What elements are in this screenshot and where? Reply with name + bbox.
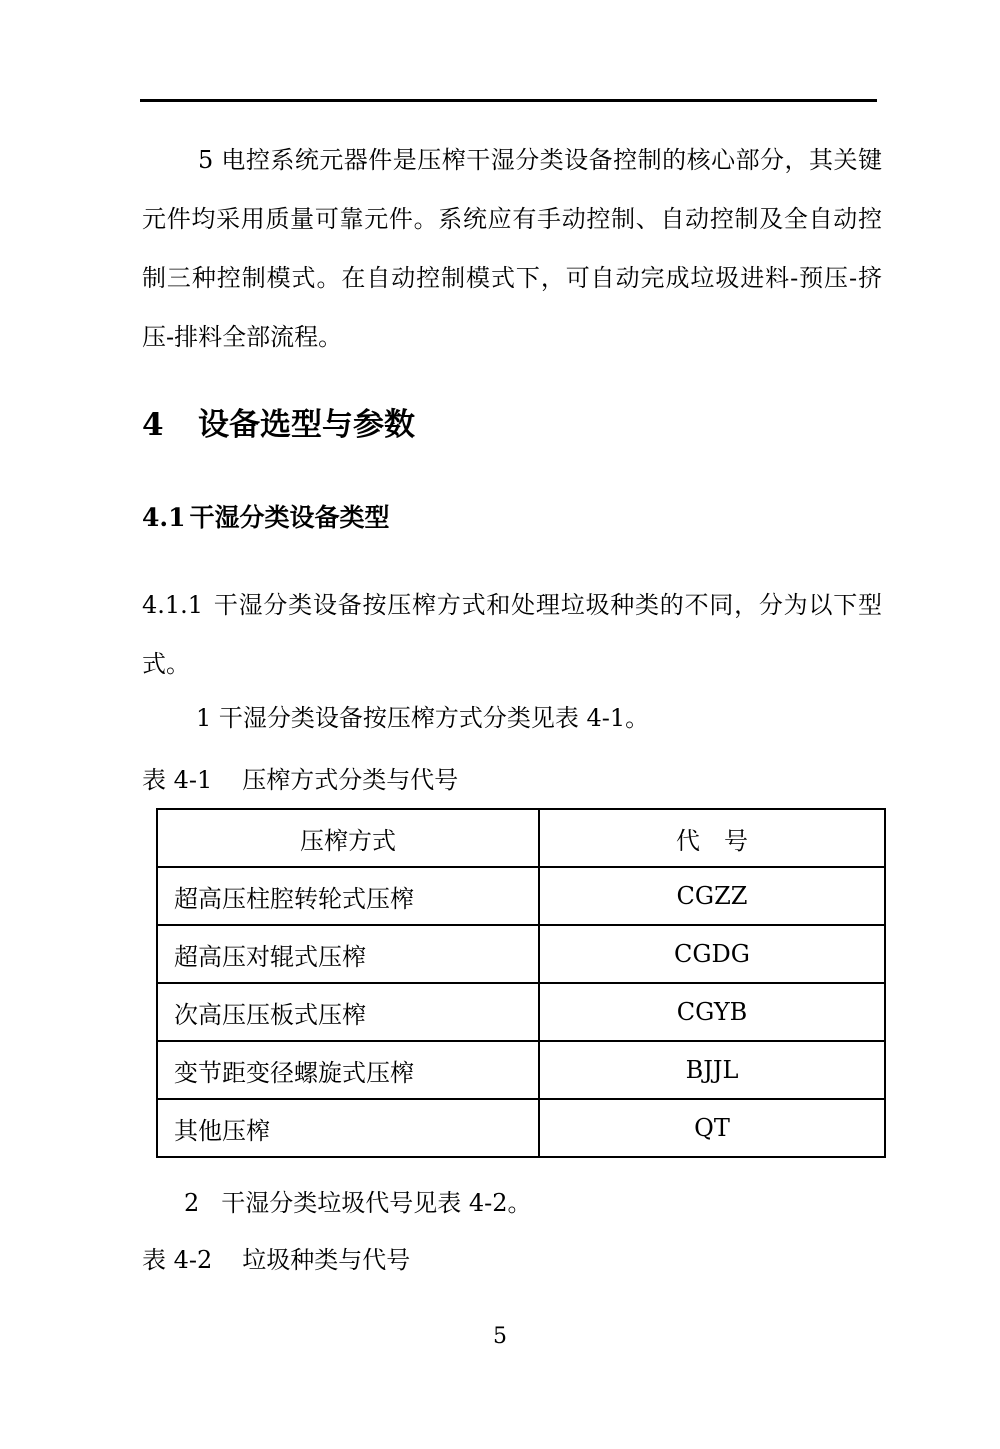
section-title: 设备选型与参数	[198, 407, 415, 443]
table-cell: 其他压榨	[157, 1099, 539, 1157]
subsection-number: 4.1	[142, 503, 186, 532]
item-1: 1 干湿分类设备按压榨方式分类见表 4-1。	[196, 704, 650, 732]
table-4-2-caption-number: 表 4-2	[142, 1246, 213, 1274]
table-cell: 超高压柱腔转轮式压榨	[157, 867, 539, 925]
table-4-1-caption-title: 压榨方式分类与代号	[242, 766, 459, 794]
table-row	[157, 983, 885, 1041]
table-cell: 变节距变径螺旋式压榨	[157, 1041, 539, 1099]
table-header-cell: 压榨方式	[157, 809, 539, 867]
paragraph-5: 5 电控系统元器件是压榨干湿分类设备控制的核心部分，其关键元件均采用质量可靠元件。系统应有手动控制、自动控制及全自动控制三种控制模式。在自动控制模式下，可自动完成垃圾进料-预压-挤压-排料全部流程。	[142, 146, 882, 351]
table-cell: CGYB	[539, 983, 885, 1041]
table-cell: 超高压对辊式压榨	[157, 925, 539, 983]
table-4-1	[156, 808, 886, 1158]
table-4-1-caption	[142, 760, 458, 800]
section-number: 4	[142, 407, 164, 443]
table-cell: BJJL	[539, 1041, 885, 1099]
subsection-title: 干湿分类设备类型	[189, 503, 390, 532]
table-cell: CGZZ	[539, 867, 885, 925]
clause-text: 干湿分类设备按压榨方式和处理垃圾种类的不同，分为以下型式。	[142, 591, 882, 678]
table-cell: QT	[539, 1099, 885, 1157]
table-row	[157, 867, 885, 925]
table-4-2-caption	[142, 1240, 410, 1280]
table-row	[157, 1099, 885, 1157]
table-header-cell: 代 号	[539, 809, 885, 867]
table-header-row	[157, 809, 885, 867]
item-2-number: 2	[184, 1189, 200, 1217]
table-cell: CGDG	[539, 925, 885, 983]
item-2	[184, 1183, 532, 1223]
header-rule	[140, 99, 877, 102]
table-4-1-caption-number: 表 4-1	[142, 766, 213, 794]
table-row	[157, 1041, 885, 1099]
clause-number: 4.1.1	[142, 591, 204, 619]
section-heading	[142, 398, 415, 452]
clause-4-1-1	[142, 576, 882, 694]
table-row	[157, 925, 885, 983]
table-4-2-caption-title: 垃圾种类与代号	[242, 1246, 411, 1274]
subsection-heading	[142, 498, 390, 538]
item-2-text: 干湿分类垃圾代号见表 4-2。	[221, 1189, 532, 1217]
page-number: 5	[493, 1324, 507, 1349]
table-cell: 次高压压板式压榨	[157, 983, 539, 1041]
